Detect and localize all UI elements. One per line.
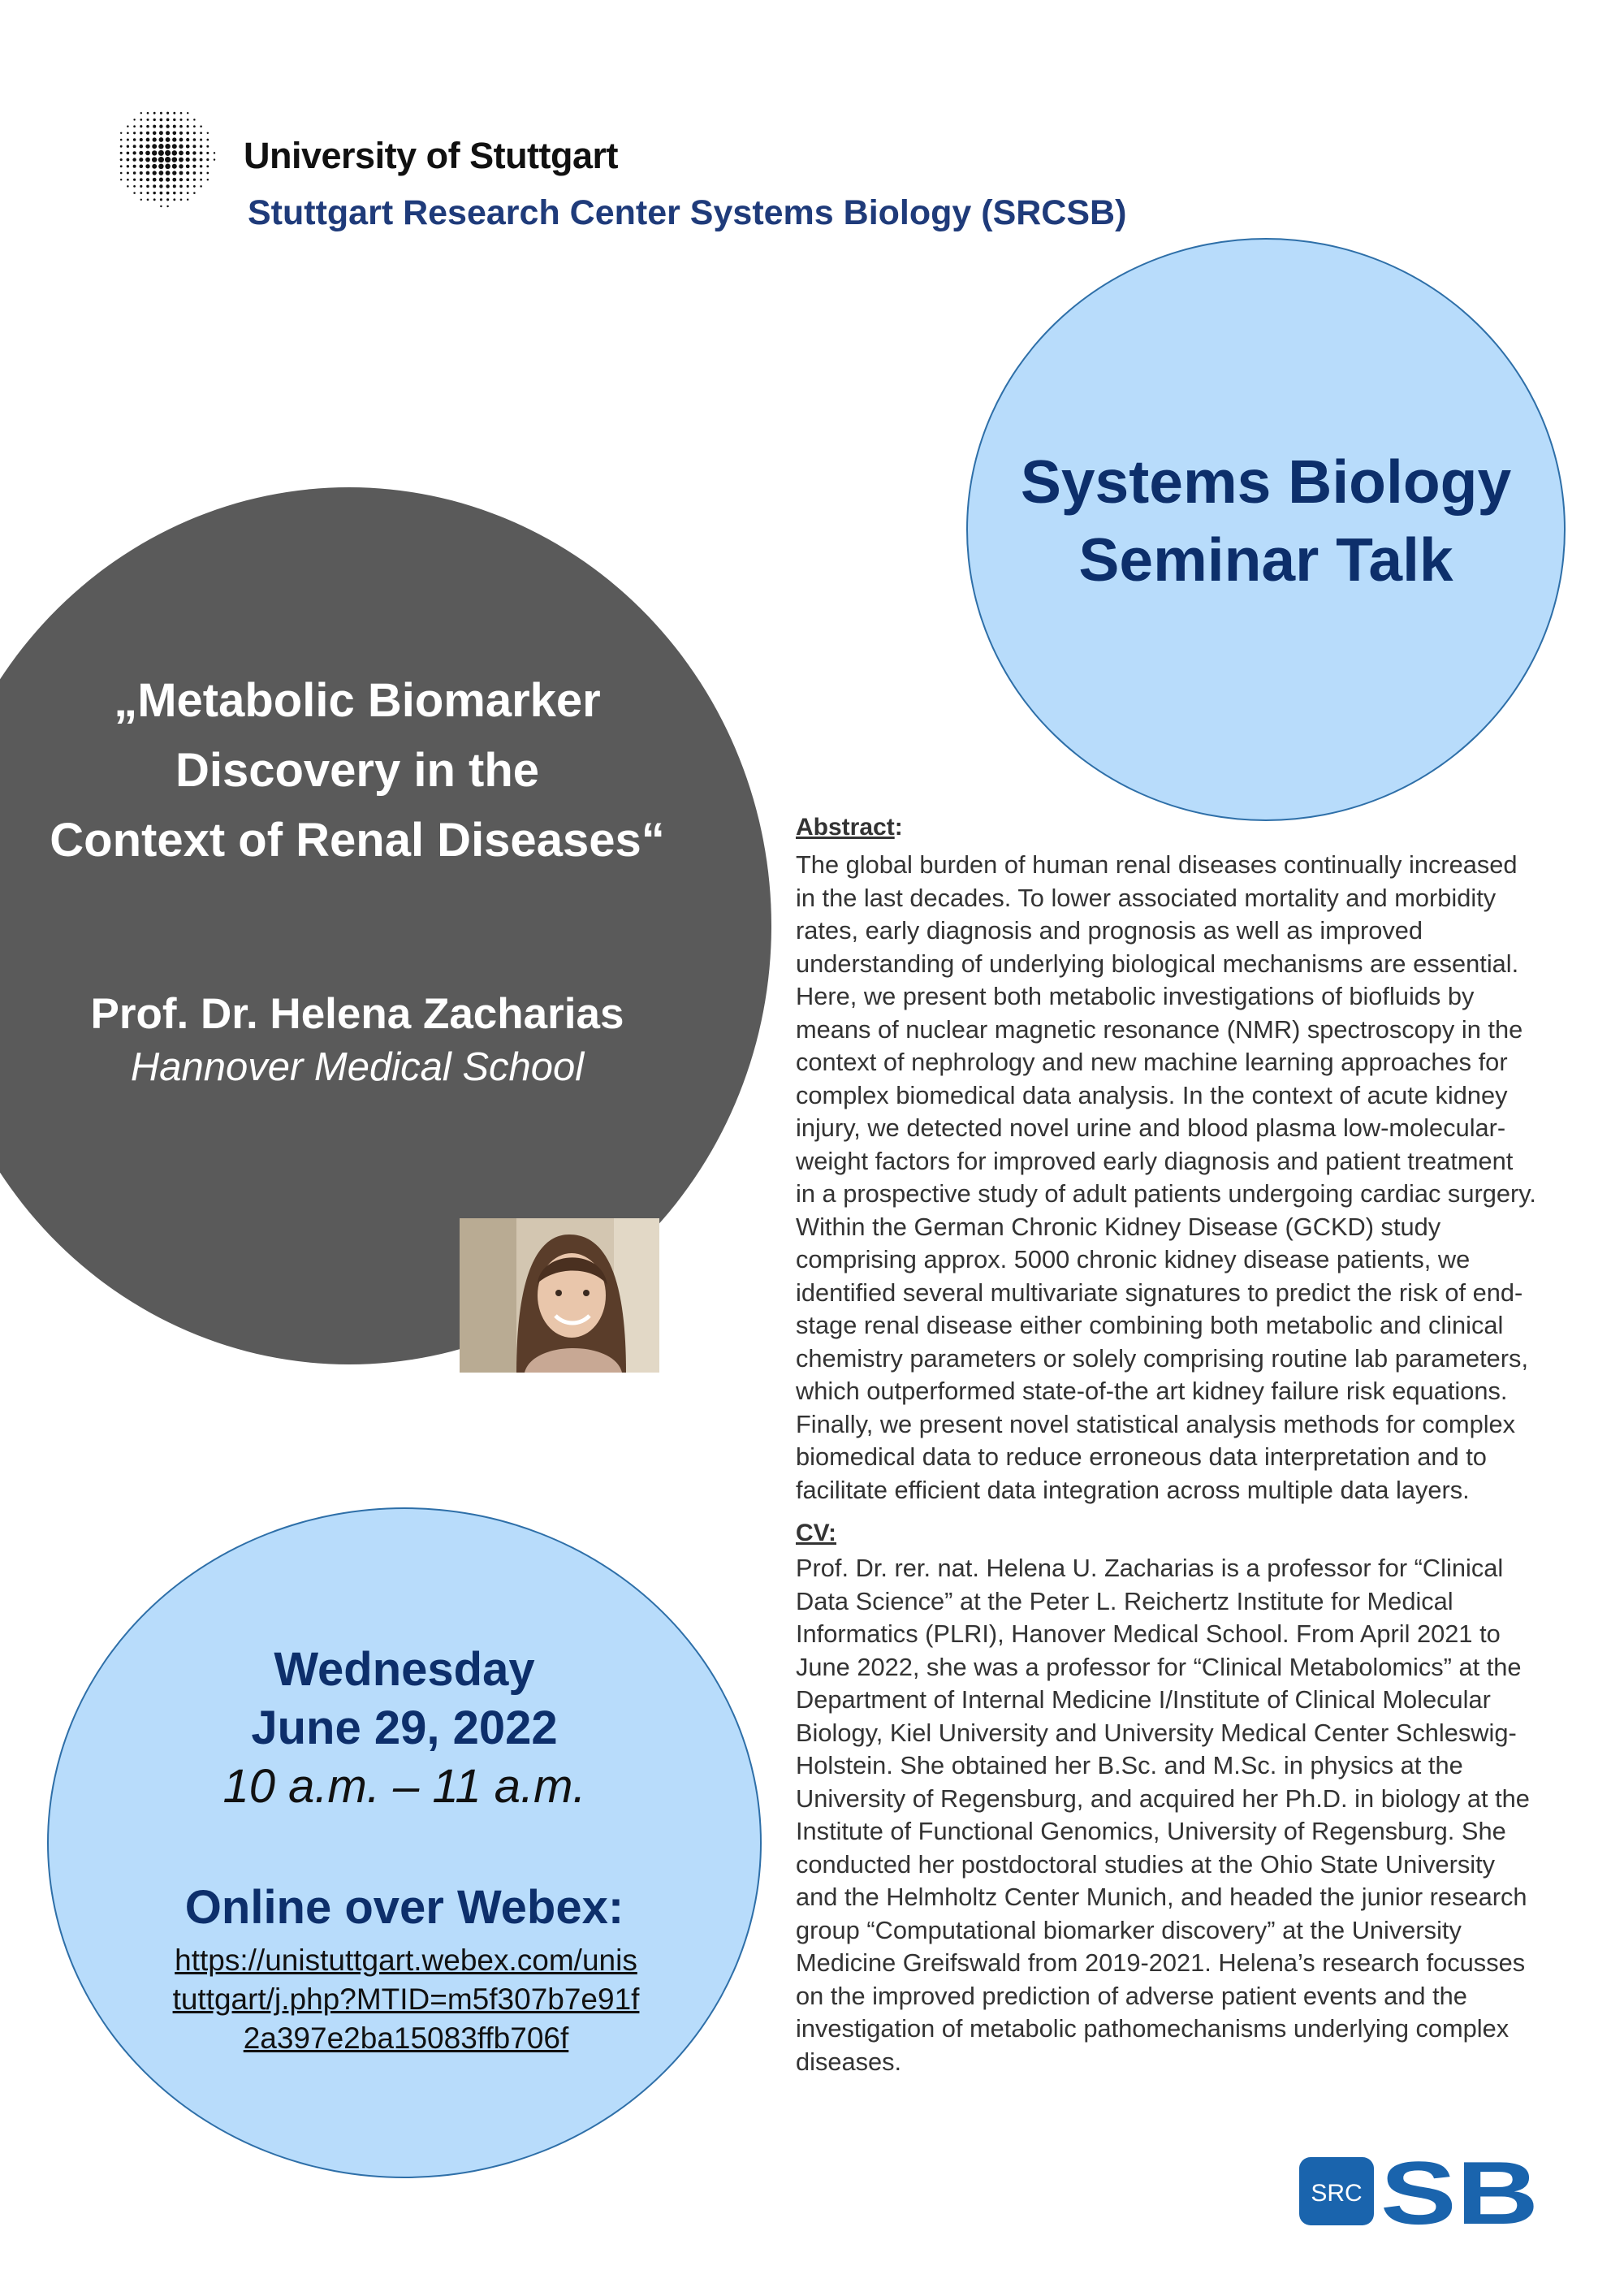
abstract-text bbox=[796, 849, 1608, 1507]
talk-title bbox=[16, 666, 698, 876]
abstract-line: The global burden of human renal diseases continually increased bbox=[796, 850, 1518, 879]
event-date: June 29, 2022 bbox=[251, 1701, 558, 1754]
cv-line: on the improved prediction of adverse patient events and the bbox=[796, 1981, 1467, 2010]
university-name: University of Stuttgart bbox=[244, 135, 619, 176]
abstract-heading-colon: : bbox=[894, 814, 903, 841]
event-day: Wednesday bbox=[274, 1643, 535, 1696]
webex-link-line2[interactable]: tuttgart/j.php?MTID=m5f307b7e91f bbox=[172, 1983, 640, 2016]
seminar-title-line1: Systems Biology bbox=[1020, 448, 1512, 516]
abstract-line: identified several multivariate signatures to predict the risk of end- bbox=[796, 1278, 1523, 1307]
webex-link-line1[interactable]: https://unistuttgart.webex.com/unis bbox=[175, 1944, 637, 1977]
cv-line: Department of Internal Medicine I/Institute of Clinical Molecular bbox=[796, 1685, 1491, 1714]
cv-line: University of Regensburg, and acquired her Ph.D. in biology at the bbox=[796, 1784, 1530, 1813]
cv-line: Prof. Dr. rer. nat. Helena U. Zacharias is a professor for “Clinical bbox=[796, 1554, 1504, 1582]
webex-link-line3[interactable]: 2a397e2ba15083ffb706f bbox=[243, 2021, 569, 2055]
speaker-name: Prof. Dr. Helena Zacharias bbox=[90, 990, 624, 1038]
talk-title-line1: „Metabolic Biomarker bbox=[114, 674, 601, 727]
webex-link[interactable] bbox=[154, 1941, 658, 2058]
abstract-line: chemistry parameters or solely comprising routine lab parameters, bbox=[796, 1343, 1529, 1373]
speaker-affiliation: Hannover Medical School bbox=[130, 1045, 585, 1089]
srcsb-logo-src-text: SRC bbox=[1311, 2180, 1363, 2207]
abstract-line: stage renal disease either combining both metabolic and clinical bbox=[796, 1311, 1504, 1339]
abstract-line: which outperformed state-of-the art kidney failure risk equations. bbox=[796, 1377, 1508, 1405]
cv-text bbox=[796, 1552, 1608, 2078]
speaker-photo bbox=[460, 1218, 659, 1373]
abstract-line: in a prospective study of adult patients undergoing cardiac surgery. bbox=[796, 1179, 1536, 1208]
abstract-line: facilitate efficient data integration across multiple data layers. bbox=[796, 1475, 1470, 1504]
cv-line: Data Science” at the Peter L. Reichertz Institute for Medical bbox=[796, 1586, 1453, 1615]
abstract-heading-text: Abstract bbox=[796, 814, 895, 841]
abstract-line: means of nuclear magnetic resonance (NMR) spectroscopy in the bbox=[796, 1014, 1523, 1044]
abstract-heading bbox=[796, 814, 903, 841]
cv-heading-text: CV: bbox=[796, 1520, 837, 1546]
abstract-line: Within the German Chronic Kidney Disease (GCKD) study bbox=[796, 1212, 1441, 1241]
abstract-line: understanding of underlying biological mechanisms are essential. bbox=[796, 949, 1519, 978]
date-circle bbox=[47, 1507, 762, 2178]
abstract-line: comprising approx. 5000 chronic kidney disease patients, we bbox=[796, 1245, 1471, 1273]
cv-line: Holstein. She obtained her B.Sc. and M.Sc. in physics at the bbox=[796, 1751, 1463, 1779]
cv-line: conducted her postdoctoral studies at the Ohio State University bbox=[796, 1849, 1496, 1879]
cv-line: and the Helmholtz Center Munich, and headed the junior research bbox=[796, 1883, 1527, 1911]
talk-title-line2: Discovery in the bbox=[175, 744, 540, 797]
seminar-title bbox=[966, 443, 1566, 599]
cv-line: Medicine Greifswald from 2019-2021. Helena’s research focusses bbox=[796, 1948, 1526, 1977]
research-center-name: Stuttgart Research Center Systems Biology (SRCSB) bbox=[248, 193, 1127, 232]
cv-line: group “Computational biomarker discovery” at the University bbox=[796, 1915, 1462, 1944]
online-label: Online over Webex: bbox=[184, 1881, 624, 1934]
cv-line: diseases. bbox=[796, 2047, 902, 2076]
talk-title-line3: Context of Renal Diseases“ bbox=[50, 814, 665, 867]
cv-heading bbox=[796, 1520, 836, 1547]
srcsb-logo-icon bbox=[1299, 2152, 1543, 2230]
seminar-title-line2: Seminar Talk bbox=[1078, 525, 1453, 594]
cv-line: investigation of metabolic pathomechanisms underlying complex bbox=[796, 2014, 1510, 2043]
cv-line: Institute of Functional Genomics, University of Regensburg. She bbox=[796, 1817, 1506, 1845]
abstract-line: weight factors for improved early diagnosis and patient treatment bbox=[796, 1146, 1514, 1175]
abstract-line: context of nephrology and new machine learning approaches for bbox=[796, 1048, 1508, 1076]
abstract-line: rates, early diagnosis and prognosis as well as improved bbox=[796, 916, 1423, 945]
abstract-line: biomedical data to reduce erroneous data interpretation and to bbox=[796, 1442, 1487, 1471]
abstract-line: Finally, we present novel statistical analysis methods for complex bbox=[796, 1409, 1516, 1438]
abstract-line: Here, we present both metabolic investigations of biofluids by bbox=[796, 982, 1475, 1010]
event-time: 10 a.m. – 11 a.m. bbox=[222, 1760, 586, 1813]
abstract-line: injury, we detected novel urine and blood plasma low-molecular- bbox=[796, 1113, 1506, 1142]
abstract-line: in the last decades. To lower associated mortality and morbidity bbox=[796, 883, 1497, 912]
cv-line: June 2022, she was a professor for “Clinical Metabolomics” at the bbox=[796, 1652, 1522, 1681]
abstract-line: complex biomedical data analysis. In the context of acute kidney bbox=[796, 1080, 1508, 1109]
cv-line: Informatics (PLRI), Hanover Medical School. From April 2021 to bbox=[796, 1619, 1501, 1648]
university-logo-icon bbox=[112, 104, 218, 210]
cv-line: Biology, Kiel University and University Medical Center Schleswig- bbox=[796, 1718, 1517, 1747]
srcsb-logo-sb-text: SB bbox=[1380, 2152, 1539, 2230]
